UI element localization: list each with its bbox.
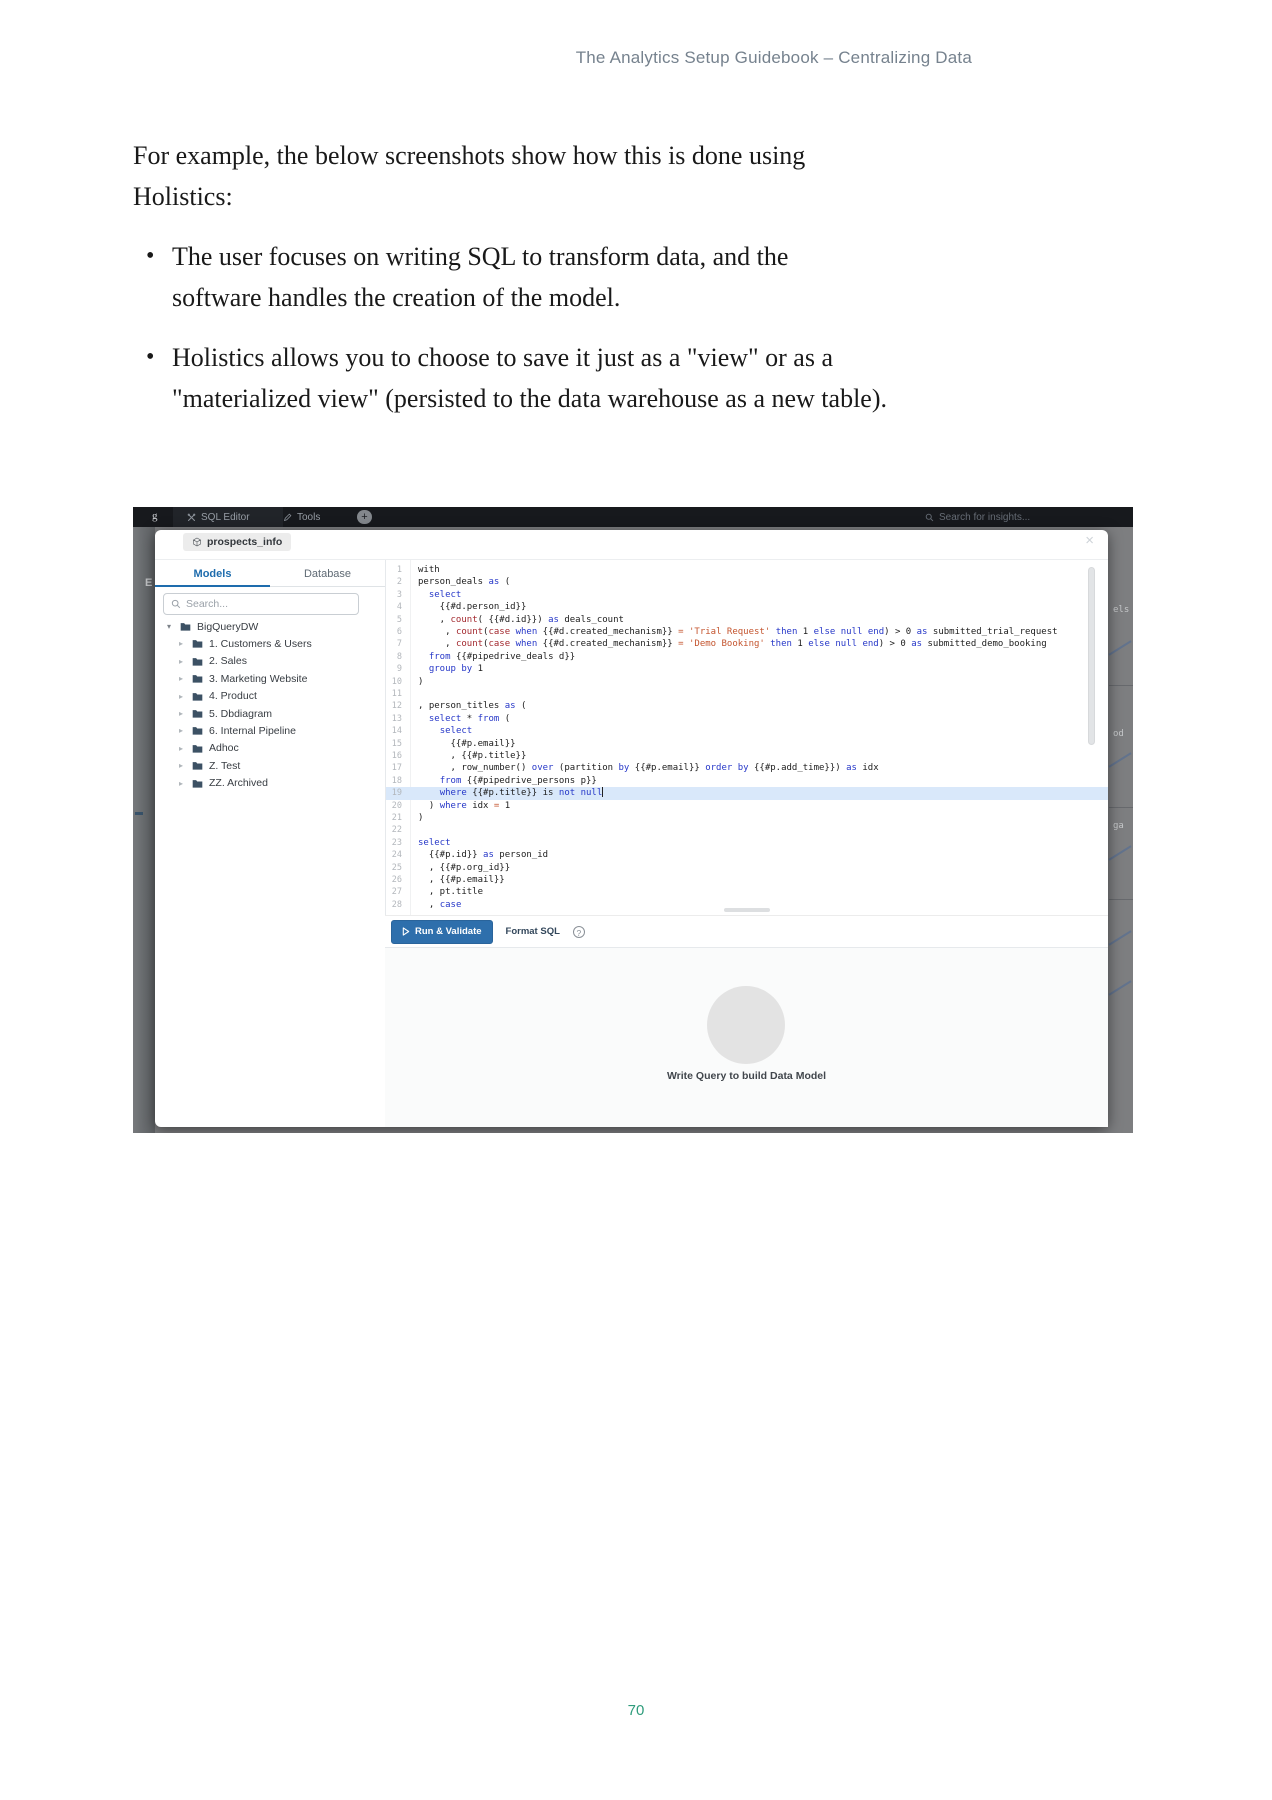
code-line-16: 16 , {{#p.title}} [386, 750, 1108, 762]
backdrop-row-divider [1109, 685, 1133, 686]
intro-line-1: For example, the below screenshots show how this is done using [133, 141, 806, 170]
bullet-dot: • [146, 344, 155, 370]
tab-models[interactable]: Models [193, 567, 232, 580]
sql-code-editor[interactable] [386, 560, 1108, 915]
backdrop-text-fragment: od [1113, 729, 1124, 739]
model-cube-icon [192, 537, 202, 547]
line-number: 20 [391, 800, 402, 811]
backdrop-relation-line [1108, 930, 1131, 945]
tab-database[interactable]: Database [303, 567, 352, 580]
run-validate-label: Run & Validate [415, 926, 482, 937]
active-tab-underline [155, 585, 270, 587]
line-number: 13 [391, 713, 402, 724]
tools-menu[interactable] [283, 507, 320, 527]
code-line-17: 17 , row_number() over (partition by {{#p.email}} order by {{#p.add_time}}) as idx [386, 762, 1108, 774]
folder-icon [192, 674, 203, 683]
new-tab-button[interactable]: + [357, 510, 372, 524]
folder-icon [192, 709, 203, 718]
line-number: 8 [396, 651, 402, 662]
code-line-24: 24 {{#p.id}} as person_id [386, 849, 1108, 861]
code-line-21: 21 ) [386, 812, 1108, 824]
code-line-9: 9 group by 1 [386, 663, 1108, 675]
caret-right-icon[interactable]: ▸ [179, 639, 184, 649]
line-number: 6 [396, 627, 402, 637]
play-icon [402, 927, 410, 936]
tools-label: Tools [297, 511, 321, 523]
code-line-20: 20 ) where idx = 1 [386, 800, 1108, 812]
code-line-26: 26 , {{#p.email}} [386, 874, 1108, 886]
model-tab-prospects-info[interactable] [183, 533, 291, 551]
line-number: 21 [391, 813, 402, 823]
sql-editor-icon [187, 513, 196, 522]
folder-icon [192, 761, 203, 770]
line-number: 27 [391, 887, 402, 898]
tree-item-zz-archived[interactable] [155, 775, 385, 792]
backdrop-left-fragment: E [145, 577, 153, 589]
run-validate-button[interactable] [391, 920, 493, 944]
backdrop-text-fragment: els [1113, 605, 1130, 615]
line-number: 23 [391, 837, 402, 848]
empty-state-panel [385, 948, 1108, 1127]
line-number: 10 [391, 676, 402, 687]
topbar-search[interactable] [925, 509, 1069, 525]
code-line-1: 1 with [386, 564, 1108, 576]
code-line-25: 25 , {{#p.org_id}} [386, 862, 1108, 874]
sql-editor-label: SQL Editor [201, 511, 250, 523]
code-line-8: 8 from {{#pipedrive_deals d}} [386, 651, 1108, 663]
folder-icon [192, 639, 203, 648]
backdrop-relation-line [1108, 980, 1131, 995]
caret-right-icon[interactable]: ▸ [179, 691, 184, 701]
folder-icon [192, 779, 203, 788]
tree-item-6-internal-pipeline[interactable] [155, 722, 385, 739]
caret-right-icon[interactable]: ▸ [179, 709, 184, 718]
tree-item-2-sales[interactable] [155, 653, 385, 670]
tree-item-label: 6. Internal Pipeline [209, 724, 296, 737]
line-number: 15 [391, 738, 402, 749]
format-sql-button[interactable]: Format SQL [505, 926, 560, 937]
editor-vertical-scrollbar[interactable] [1088, 567, 1095, 745]
line-number: 2 [396, 577, 402, 588]
line-number: 4 [396, 602, 402, 613]
doc-header: The Analytics Setup Guidebook – Centralizing Data [575, 48, 972, 67]
sidebar-search-box[interactable] [163, 593, 359, 615]
holistics-screenshot [133, 507, 1133, 1133]
bullet-dot: • [146, 243, 155, 269]
line-number: 19 [391, 788, 402, 799]
folder-icon [192, 692, 203, 701]
folder-icon [192, 726, 203, 735]
tree-item-label: 4. Product [209, 690, 257, 703]
topbar-logo-fragment: g [152, 510, 158, 522]
editor-horizontal-scrollbar[interactable] [724, 908, 770, 912]
tree-item-z-test[interactable] [155, 757, 385, 774]
code-line-12: 12 , person_titles as ( [386, 700, 1108, 712]
code-line-14: 14 select [386, 725, 1108, 737]
code-line-27: 27 , pt.title [386, 886, 1108, 898]
line-number: 18 [391, 775, 402, 786]
insights-search-input[interactable] [939, 512, 1069, 523]
tree-item-4-product[interactable] [155, 688, 385, 705]
line-number: 11 [391, 689, 402, 699]
line-number: 9 [396, 664, 402, 675]
line-number: 1 [396, 565, 402, 575]
caret-right-icon[interactable]: ▸ [179, 726, 184, 736]
code-line-11 [386, 688, 1108, 700]
folder-icon [192, 744, 203, 753]
code-line-5: 5 , count( {{#d.id}}) as deals_count [386, 614, 1108, 626]
code-line-15: 15 {{#p.email}} [386, 738, 1108, 750]
code-line-28: 28 , case [386, 899, 1108, 911]
backdrop-row-divider [1109, 899, 1133, 900]
backdrop-left-strip [133, 527, 155, 1133]
bullet-1-line-1: The user focuses on writing SQL to transform data, and the [172, 242, 789, 271]
text-cursor [602, 787, 603, 797]
backdrop-relation-line [1108, 752, 1131, 767]
caret-right-icon[interactable]: ▸ [179, 743, 184, 753]
folder-icon [192, 657, 203, 666]
sql-editor-modal [155, 530, 1108, 1127]
tree-item-label: 3. Marketing Website [209, 672, 308, 685]
tree-item-5-dbdiagram[interactable] [155, 705, 385, 722]
line-number: 17 [391, 763, 402, 774]
intro-paragraph [133, 135, 805, 217]
line-number: 7 [396, 639, 402, 650]
tree-item-adhoc[interactable] [155, 740, 385, 757]
sql-editor-tab[interactable] [173, 507, 283, 527]
tools-pen-icon [283, 513, 292, 522]
code-line-19: 19 where {{#p.title}} is not null [386, 787, 1108, 799]
line-number: 5 [396, 614, 402, 625]
code-line-23: 23 select [386, 837, 1108, 849]
modal-tab-row [155, 530, 1108, 560]
tree-item-label: Z. Test [209, 759, 241, 772]
tree-item-bigquerydw[interactable] [155, 618, 385, 635]
backdrop-text-fragment: ga [1113, 821, 1124, 831]
search-icon [925, 513, 934, 522]
bullet-2-line-2: "materialized view" (persisted to the data warehouse as a new table). [172, 384, 887, 413]
sidebar-search-input[interactable] [186, 598, 336, 610]
code-line-4: 4 {{#d.person_id}} [386, 601, 1108, 613]
empty-state-text: Write Query to build Data Model [666, 1070, 827, 1082]
folder-icon [180, 622, 191, 631]
code-line-10: 10 ) [386, 676, 1108, 688]
caret-down-icon[interactable]: ▾ [167, 622, 172, 631]
close-icon[interactable]: × [1085, 532, 1094, 549]
empty-state-circle [707, 986, 785, 1064]
tree-item-label: ZZ. Archived [209, 777, 268, 790]
backdrop-dash [135, 812, 143, 815]
tree-item-label: 5. Dbdiagram [209, 707, 273, 720]
bullet-2-line-1: Holistics allows you to choose to save it just as a "view" or as a [172, 343, 834, 372]
model-tab-label: prospects_info [207, 536, 283, 548]
tree-item-1-customers-users[interactable] [155, 635, 385, 652]
tree-item-label: 1. Customers & Users [209, 637, 312, 650]
editor-toolbar [385, 915, 1108, 948]
code-line-18: 18 from {{#pipedrive_persons p}} [386, 775, 1108, 787]
caret-right-icon[interactable]: ▸ [179, 761, 184, 771]
line-number: 16 [391, 751, 402, 761]
line-number: 25 [391, 862, 402, 873]
code-line-2: 2 person_deals as ( [386, 576, 1108, 588]
caret-right-icon[interactable]: ▸ [179, 778, 184, 788]
line-number: 28 [391, 899, 402, 910]
bullet-item-2 [146, 337, 887, 419]
search-icon [171, 599, 181, 609]
line-number: 26 [391, 875, 402, 885]
backdrop-relation-line [1108, 640, 1131, 655]
app-topbar [133, 507, 1133, 527]
tree-item-label: BigQueryDW [197, 620, 259, 633]
code-line-22 [386, 824, 1108, 836]
line-number: 14 [391, 726, 402, 737]
help-icon[interactable]: ? [573, 926, 585, 938]
bullet-item-1 [146, 236, 788, 318]
caret-right-icon[interactable]: ▸ [179, 674, 184, 684]
tree-item-3-marketing-website[interactable] [155, 670, 385, 687]
line-number: 24 [391, 850, 402, 861]
backdrop-relation-line [1108, 845, 1131, 860]
tree-item-label: 2. Sales [209, 655, 247, 668]
code-line-6: 6 , count(case when {{#d.created_mechanism}} = 'Trial Request' then 1 else null end) > 0 as submitted_trial_request [386, 626, 1108, 638]
line-number: 22 [391, 825, 402, 836]
code-line-7: 7 , count(case when {{#d.created_mechanism}} = 'Demo Booking' then 1 else null end) > 0 as submitted_demo_booking [386, 638, 1108, 650]
line-number: 12 [391, 701, 402, 712]
line-number: 3 [396, 589, 402, 600]
bullet-1-line-2: software handles the creation of the model. [172, 283, 621, 312]
sidebar-tabs [155, 560, 385, 587]
code-line-13: 13 select * from ( [386, 713, 1108, 725]
page-number: 70 [627, 1702, 645, 1719]
tree-item-label: Adhoc [209, 742, 239, 755]
intro-line-2: Holistics: [133, 182, 233, 211]
caret-right-icon[interactable]: ▸ [179, 656, 184, 666]
backdrop-row-divider [1109, 807, 1133, 808]
code-line-3: 3 select [386, 589, 1108, 601]
